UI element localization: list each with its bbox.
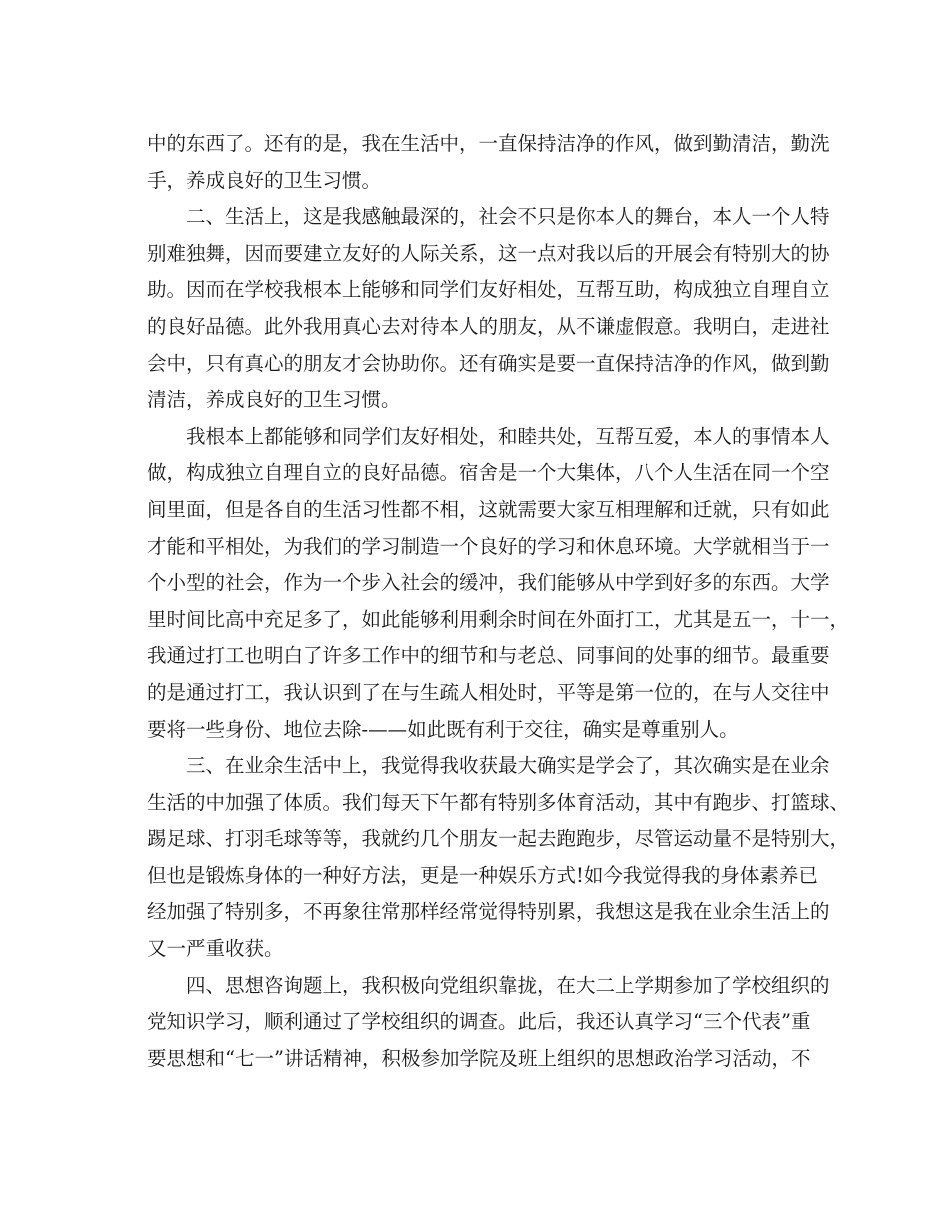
text-line: 间里面，但是各自的生活习性都不相，这就需要大家互相理解和迁就，只有如此 [147, 497, 830, 521]
text-line: 但也是锻炼身体的一种好方法，更是一种娱乐方式!如今我觉得我的身体素养已 [147, 863, 818, 887]
document-body [147, 126, 850, 1077]
text-line: 我根本上都能够和同学们友好相处，和睦共处，互帮互爱，本人的事情本人 [186, 424, 830, 448]
text-line: 要将一些身份、地位去除-——如此既有利于交往，确实是尊重别人。 [147, 717, 739, 741]
text-line: 做，构成独立自理自立的良好品德。宿舍是一个大集体，八个人生活在同一个空 [147, 461, 830, 485]
text-line: 又一严重收获。 [147, 937, 284, 961]
text-line: 经加强了特别多，不再象往常那样经常觉得特别累，我想这是我在业余生活上的 [147, 900, 830, 924]
text-line: 要思想和“七一”讲话精神，积极参加学院及班上组织的思想政治学习活动，不 [147, 1046, 811, 1070]
text-line: 助。因而在学校我根本上能够和同学们友好相处，互帮互助，构成独立自理自立 [147, 278, 830, 302]
text-line: 手，养成良好的卫生习惯。 [147, 168, 382, 192]
text-line: 清洁，养成良好的卫生习惯。 [147, 388, 401, 412]
text-line: 的良好品德。此外我用真心去对待本人的朋友，从不谦虚假意。我明白，走进社 [147, 314, 830, 338]
text-line: 会中，只有真心的朋友才会协助你。还有确实是要一直保持洁净的作风，做到勤 [147, 351, 830, 375]
text-line: 里时间比高中充足多了，如此能够利用剩余时间在外面打工，尤其是五一，十一， [147, 607, 850, 631]
text-line: 二、生活上，这是我感触最深的，社会不只是你本人的舞台，本人一个人特 [186, 205, 830, 229]
text-line: 我通过打工也明白了许多工作中的细节和与老总、同事间的处事的细节。最重要 [147, 644, 830, 668]
text-line: 的是通过打工，我认识到了在与生疏人相处时，平等是第一位的，在与人交往中 [147, 680, 830, 704]
text-line: 生活的中加强了体质。我们每天下午都有特别多体育活动，其中有跑步、打篮球、 [147, 790, 850, 814]
text-line: 中的东西了。还有的是，我在生活中，一直保持洁净的作风，做到勤清洁，勤洗 [147, 132, 830, 155]
text-line: 党知识学习，顺利通过了学校组织的调查。此后，我还认真学习“三个代表”重 [147, 1010, 811, 1034]
text-line: 个小型的社会，作为一个步入社会的缓冲，我们能够从中学到好多的东西。大学 [147, 571, 830, 595]
text-line: 踢足球、打羽毛球等等，我就约几个朋友一起去跑跑步，尽管运动量不是特别大， [147, 827, 850, 851]
text-line: 才能和平相处，为我们的学习制造一个良好的学习和休息环境。大学就相当于一 [147, 534, 830, 558]
text-line: 四、思想咨询题上，我积极向党组织靠拢，在大二上学期参加了学校组织的 [186, 973, 830, 997]
text-line: 三、在业余生活中上，我觉得我收获最大确实是学会了，其次确实是在业余 [186, 754, 830, 778]
text-line: 别难独舞，因而要建立友好的人际关系，这一点对我以后的开展会有特别大的协 [147, 241, 830, 265]
